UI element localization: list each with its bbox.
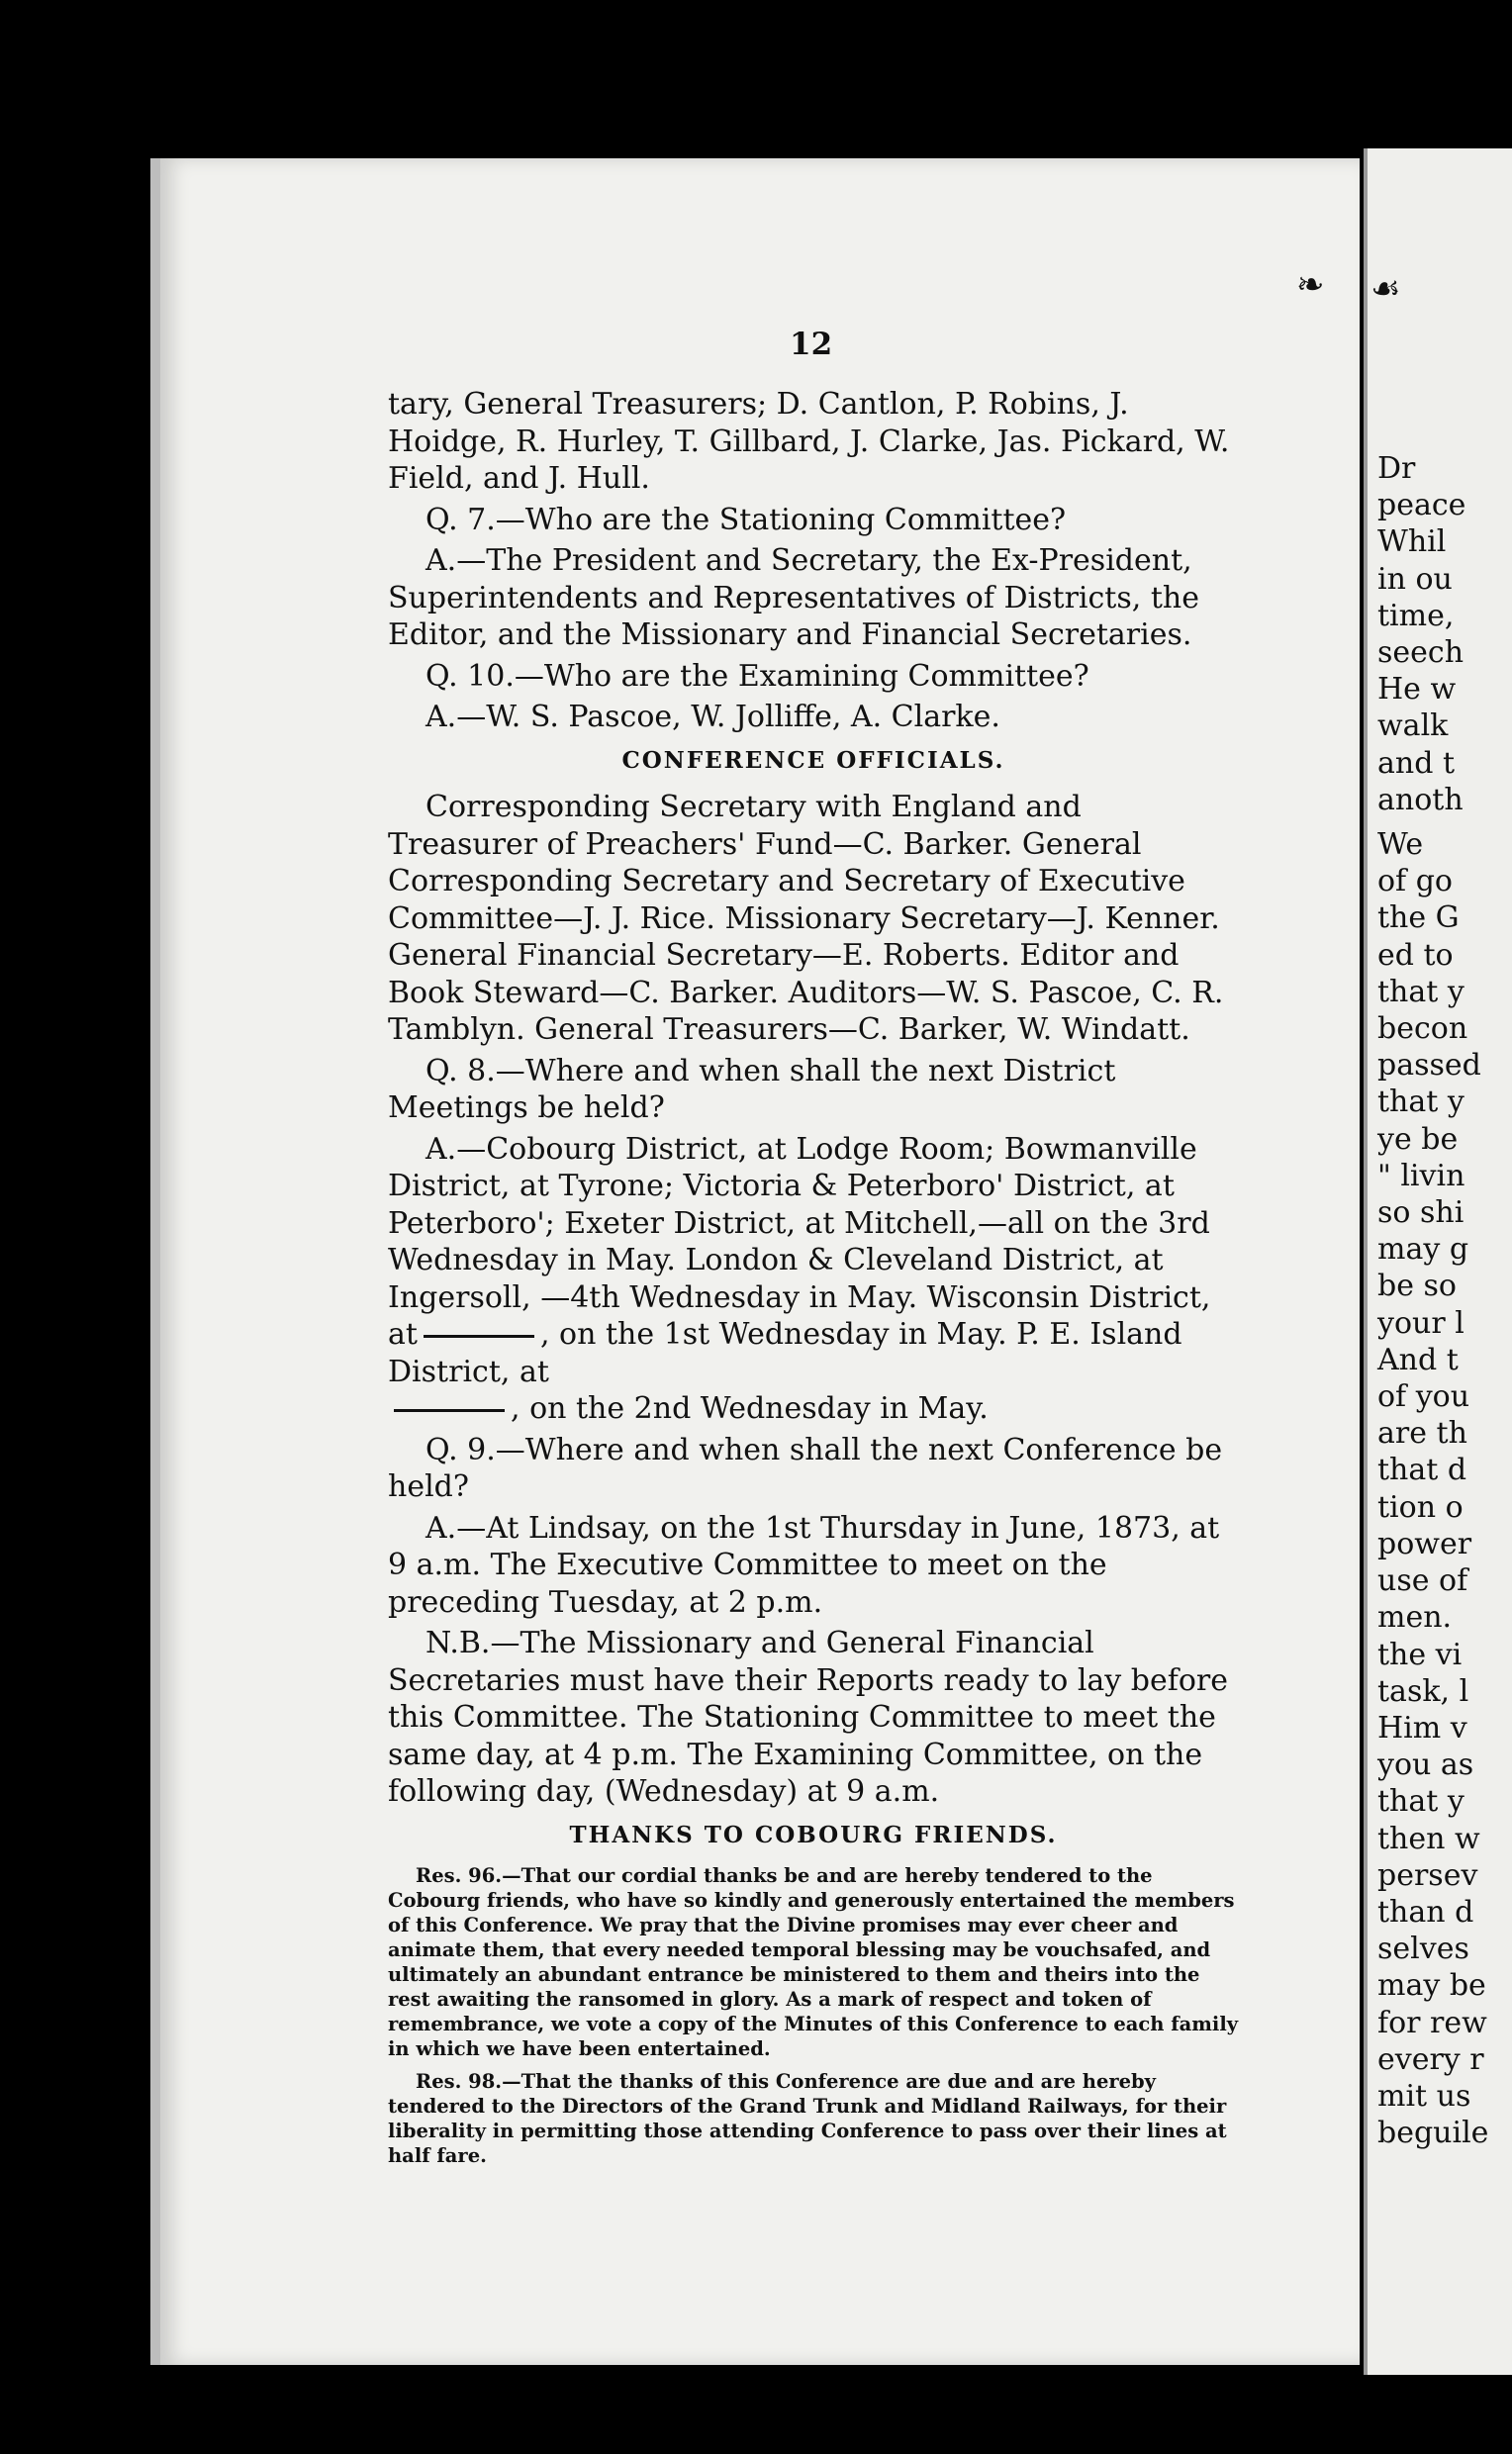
question-10: Q. 10.—Who are the Examining Committee? [425,658,1089,694]
resolution-98: Res. 98.—That the thanks of this Conference are due and are hereby tendered to the Directors of the Grand Trunk and Midland Railways, for their liberality in permitting those attending Conference to pass over their lines at half fare. [388,2070,1227,2167]
answer-8 [388,1131,1239,1428]
right-page-line: of go [1377,864,1453,899]
right-page-line: persev [1377,1857,1478,1893]
right-page-line: every r [1377,2041,1484,2077]
right-page-text [1377,450,1512,2151]
right-page-line: be so [1377,1269,1457,1304]
right-page-line: beguile [1377,2116,1489,2151]
right-page-line: becon [1377,1011,1468,1047]
right-page-line: then w [1377,1821,1480,1856]
main-text-block [388,386,1239,2176]
right-page-line: and t [1377,745,1456,781]
right-page-line: that y [1377,1085,1465,1120]
officials-paragraph: Corresponding Secretary with England and Treasurer of Preachers' Fund—C. Barker. General Corresponding Secretary and Secretary of Executive Committee—J. J. Rice. Missionary Secretary—J. Kenner. General Financial Secretary—E. Roberts. Editor and Book Steward—C. Barker. Auditors—W. S. Pascoe, C. R. Tamblyn. General Treasurers—C. Barker, W. Windatt. [388,790,1224,1047]
resolution-96: Res. 96.—That our cordial thanks be and are hereby tendered to the Cobourg friends, who have so kindly and generously entertained the members of this Conference. We pray that the Divine promises may ever cheer and animate them, that every needed temporal blessing may be vouchsafed, and ultimately an abundant entrance be ministered to them and theirs into the rest awaiting the ransomed in glory. As a mark of respect and token of remembrance, we vote a copy of the Minutes of this Conference to each family in which we have been entertained. [388,1864,1239,2060]
right-page-line: are th [1377,1416,1467,1452]
flourish-icon-right: ☙ [1370,269,1401,309]
right-page-line: Dr [1377,451,1416,486]
right-page-line: selves [1377,1932,1469,1967]
right-page-line: that y [1377,1784,1465,1820]
right-page-line: anoth [1377,782,1464,817]
right-page-line: the G [1377,900,1460,936]
right-page-line: the vi [1377,1637,1463,1672]
right-page-line: mit us [1377,2078,1471,2114]
answer-9: A.—At Lindsay, on the 1st Thursday in June, 1873, at 9 a.m. The Executive Committee to meet on the preceding Tuesday, at 2 p.m. [388,1510,1220,1620]
right-page-line: power [1377,1526,1472,1561]
paragraph-treasurers: tary, General Treasurers; D. Cantlon, P. Robins, J. Hoidge, R. Hurley, T. Gillbard, J. Clarke, Jas. Pickard, W. Field, and J. Hull. [388,387,1230,496]
right-page-line: Him v [1377,1710,1467,1746]
right-page-line: may g [1377,1232,1469,1268]
answer-10: A.—W. S. Pascoe, W. Jolliffe, A. Clarke. [425,700,1000,734]
question-7: Q. 7.—Who are the Stationing Committee? [425,502,1067,537]
right-page-line: ye be [1377,1121,1459,1157]
right-page-line: men. [1377,1600,1453,1636]
right-page-line: He w [1377,672,1457,708]
right-page-line: that d [1377,1453,1467,1488]
right-page-line: And t [1377,1342,1459,1377]
page-number: 12 [790,327,833,362]
right-page-line: ed to [1377,937,1454,973]
blank-line [424,1335,534,1338]
right-page-line: passed [1377,1048,1481,1084]
right-page-line: Whil [1377,524,1447,560]
right-page-line: peace [1377,488,1466,523]
right-page-line: task, l [1377,1673,1469,1709]
question-8: Q. 8.—Where and when shall the next District Meetings be held? [388,1053,1116,1125]
right-page-line: your l [1377,1305,1465,1341]
nota-bene: N.B.—The Missionary and General Financial Secretaries must have their Reports ready to lay before this Committee. The Stationing Committee to meet the same day, at 4 p.m. The Examining Committee, on the following day, (Wednesday) at 9 a.m. [388,1626,1229,1809]
right-page-line: in ou [1377,561,1453,597]
heading-conference-officials: CONFERENCE OFFICIALS. [621,746,1005,774]
answer-7: A.—The President and Secretary, the Ex-President, Superintendents and Representatives of Districts, the Editor, and the Missionary and Financial Secretaries. [388,543,1199,652]
right-page-line: time, [1377,598,1455,633]
right-page-line: We [1377,827,1424,863]
right-page-line: of you [1377,1379,1470,1415]
right-page-line: you as [1377,1747,1474,1783]
right-page-line: for rew [1377,2005,1487,2040]
right-page-line: that y [1377,974,1465,1009]
right-page-line: tion o [1377,1489,1464,1525]
right-page-line: " livin [1377,1158,1465,1193]
question-9: Q. 9.—Where and when shall the next Conference be held? [388,1432,1223,1504]
right-page-line: walk [1377,708,1449,744]
right-page-line: so shi [1377,1195,1465,1231]
heading-thanks: THANKS TO COBOURG FRIENDS. [569,1821,1058,1848]
answer-8-part-1: A.—Cobourg District, at Lodge Room; Bowmanville District, at Tyrone; Victoria & Peterboro' District, at Peterboro'; Exeter District, at Mitchell,—all on the 3rd Wednesday in May. London & Cleveland District, at Ingersoll, —4th Wednesday in May. Wisconsin District, at [388,1131,1211,1352]
flourish-icon: ❧ [1296,265,1325,305]
right-page-line: than d [1377,1894,1474,1930]
resolutions-block [388,1863,1239,2168]
answer-8-part-3: , on the 2nd Wednesday in May. [511,1391,989,1426]
right-page [1364,148,1512,2375]
blank-line [394,1409,505,1412]
right-page-line: seech [1377,635,1465,671]
answer-8-part-2: , on the 1st Wednesday in May. P. E. Island District, at [388,1317,1182,1389]
right-page-line: use of [1377,1563,1468,1599]
right-page-line: may be [1377,1968,1486,2004]
